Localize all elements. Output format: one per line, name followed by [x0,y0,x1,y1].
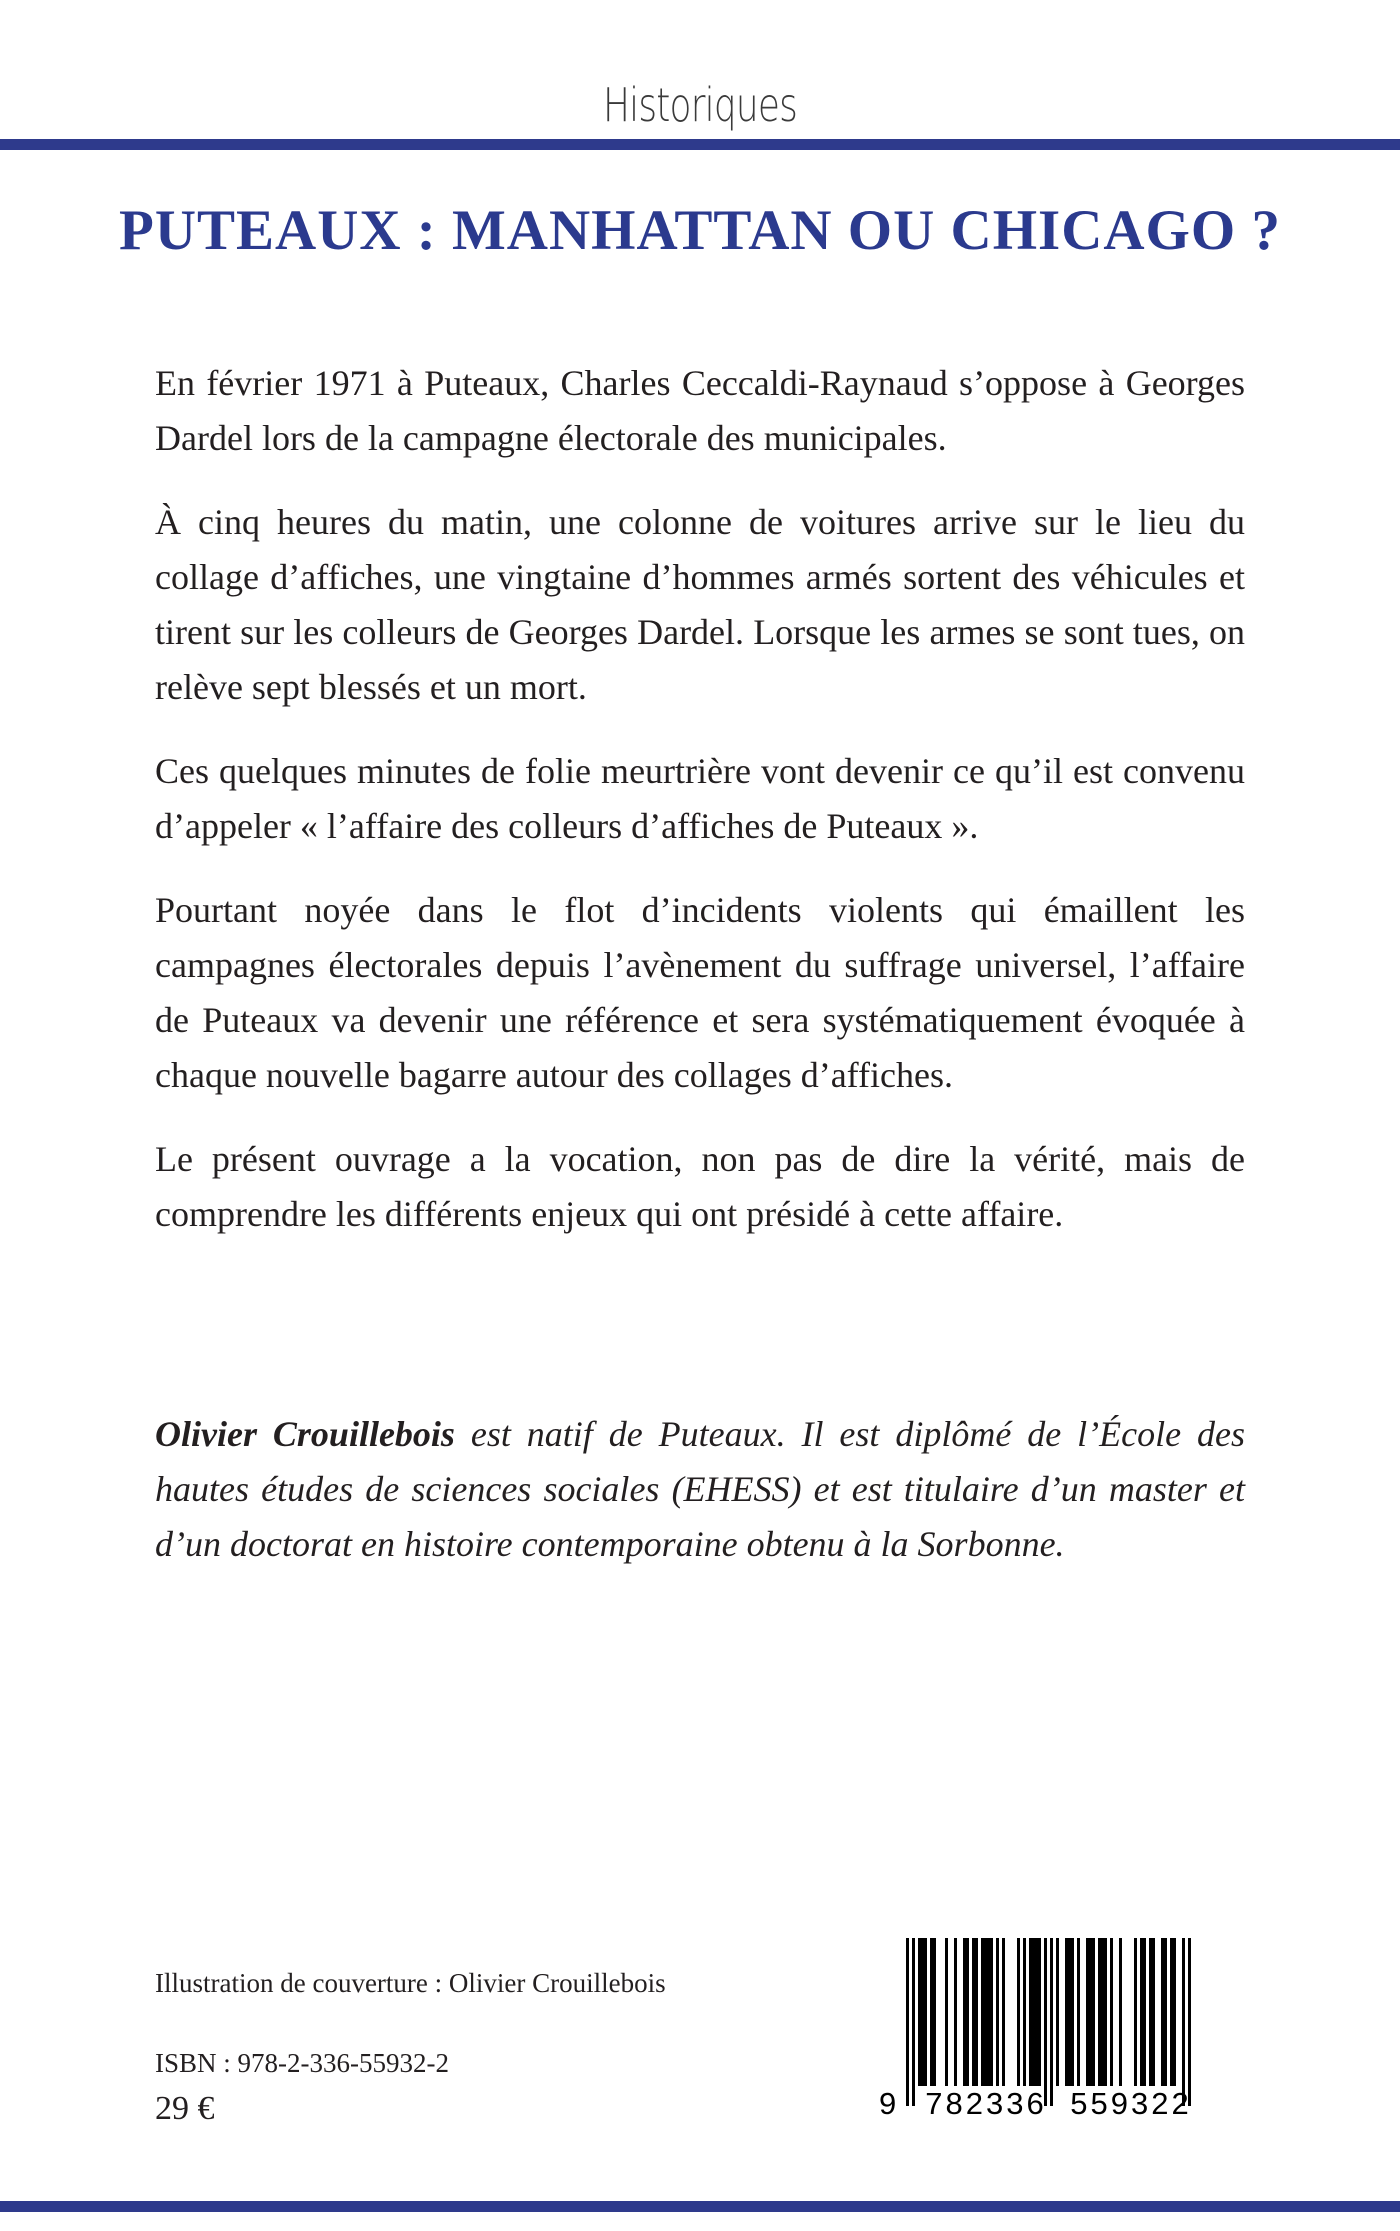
barcode-bar [1044,1938,1047,2106]
barcode-bar [1023,1938,1026,2086]
barcode-bar [930,1938,933,2086]
barcode-bar [1086,1938,1089,2086]
blurb-paragraph: À cinq heures du matin, une colonne de voitures arrive sur le lieu du collage d’affiches, une vingtaine d’hommes armés sortent des véhicules et tirent sur les colleurs de Georges Dardel. Lorsque les armes se sont tues, on relève sept blessés et un mort. [155,502,1245,707]
barcode-bar [966,1938,969,2086]
barcode-bar [1077,1938,1080,2086]
series-name: Historiques [602,78,798,132]
bottom-rule [0,2201,1400,2212]
barcode-lead-digit: 9 [879,2086,897,2121]
barcode [876,1938,1221,2124]
barcode-bar [1110,1938,1113,2086]
barcode-bar [996,1938,999,2086]
barcode-bar [912,1938,915,2106]
barcode-bar [1119,1938,1122,2086]
barcode-bar [1161,1938,1164,2086]
illustration-credit: Illustration de couverture : Olivier Crouillebois [155,1968,666,1998]
barcode-bar [1098,1938,1101,2086]
barcode-bar [1032,1938,1035,2086]
book-title: PUTEAUX : MANHATTAN OU CHICAGO ? [119,199,1281,262]
barcode-bar [1002,1938,1005,2086]
barcode-bar [1038,1938,1041,2086]
barcode-bar [1170,1938,1173,2086]
barcode-bar [1068,1938,1071,2086]
barcode-bar [1140,1938,1143,2086]
barcode-bar [921,1938,924,2086]
barcode-bar [1143,1938,1146,2086]
blurb-paragraph: En février 1971 à Puteaux, Charles Ceccaldi-Raynaud s’oppose à Georges Dardel lors de la campagne électorale des municipales. [155,363,1245,458]
barcode-bar [1065,1938,1068,2086]
barcode-bar [1017,1938,1020,2086]
barcode-bar [1188,1938,1191,2106]
barcode-bar [972,1938,975,2086]
barcode-bar [1092,1938,1095,2086]
blurb-paragraph: Pourtant noyée dans le flot d’incidents violents qui émaillent les campagnes électorales depuis l’avènement du suffrage universel, l’affaire de Puteaux va devenir une référence et sera systématiquement évoquée à chaque nouvelle bagarre autour des collages d’affiches. [155,890,1245,1095]
barcode-bar [981,1938,984,2086]
isbn: ISBN : 978-2-336-55932-2 [155,2048,449,2078]
barcode-bar [954,1938,957,2086]
barcode-bar [963,1938,966,2086]
top-rule [0,139,1400,150]
barcode-bar [933,1938,936,2086]
barcode-bar [990,1938,993,2086]
barcode-bar [1050,1938,1053,2106]
barcode-left-digits: 782336 [925,2086,1047,2121]
barcode-bar [1101,1938,1104,2086]
barcode-bar [1164,1938,1167,2086]
barcode-right-digits: 559322 [1070,2086,1192,2121]
barcode-bar [1182,1938,1185,2106]
barcode-bar [1134,1938,1137,2086]
barcode-bar [987,1938,990,2086]
barcode-graphic [876,1938,1221,2124]
barcode-bar [945,1938,948,2086]
barcode-bar [918,1938,921,2086]
author-bio-text: est natif de Puteaux. Il est diplômé de l’École des hautes études de sciences sociales (EHESS) et est titulaire d’un master et d’un doctorat en histoire contemporaine obtenu à la Sorbonne. [155,1414,1245,1564]
barcode-bar [984,1938,987,2086]
author-name: Olivier Crouillebois [155,1414,455,1454]
author-bio [155,1407,1245,1572]
barcode-bar [924,1938,927,2086]
blurb [155,356,1245,1271]
blurb-paragraph: Le présent ouvrage a la vocation, non pas de dire la vérité, mais de comprendre les différents enjeux qui ont présidé à cette affaire. [155,1139,1245,1234]
barcode-bar [1152,1938,1155,2086]
barcode-bar [906,1938,909,2106]
barcode-bar [1056,1938,1059,2086]
blurb-paragraph: Ces quelques minutes de folie meurtrière vont devenir ce qu’il est convenu d’appeler « l’affaire des colleurs d’affiches de Puteaux ». [155,751,1245,846]
barcode-bar [975,1938,978,2086]
price: 29 € [155,2090,215,2127]
barcode-bar [1035,1938,1038,2086]
barcode-bar [1089,1938,1092,2086]
barcode-bar [1029,1938,1032,2086]
barcode-bar [1071,1938,1074,2086]
barcode-bar [1173,1938,1176,2086]
barcode-bar [1104,1938,1107,2086]
barcode-bar [1149,1938,1152,2086]
